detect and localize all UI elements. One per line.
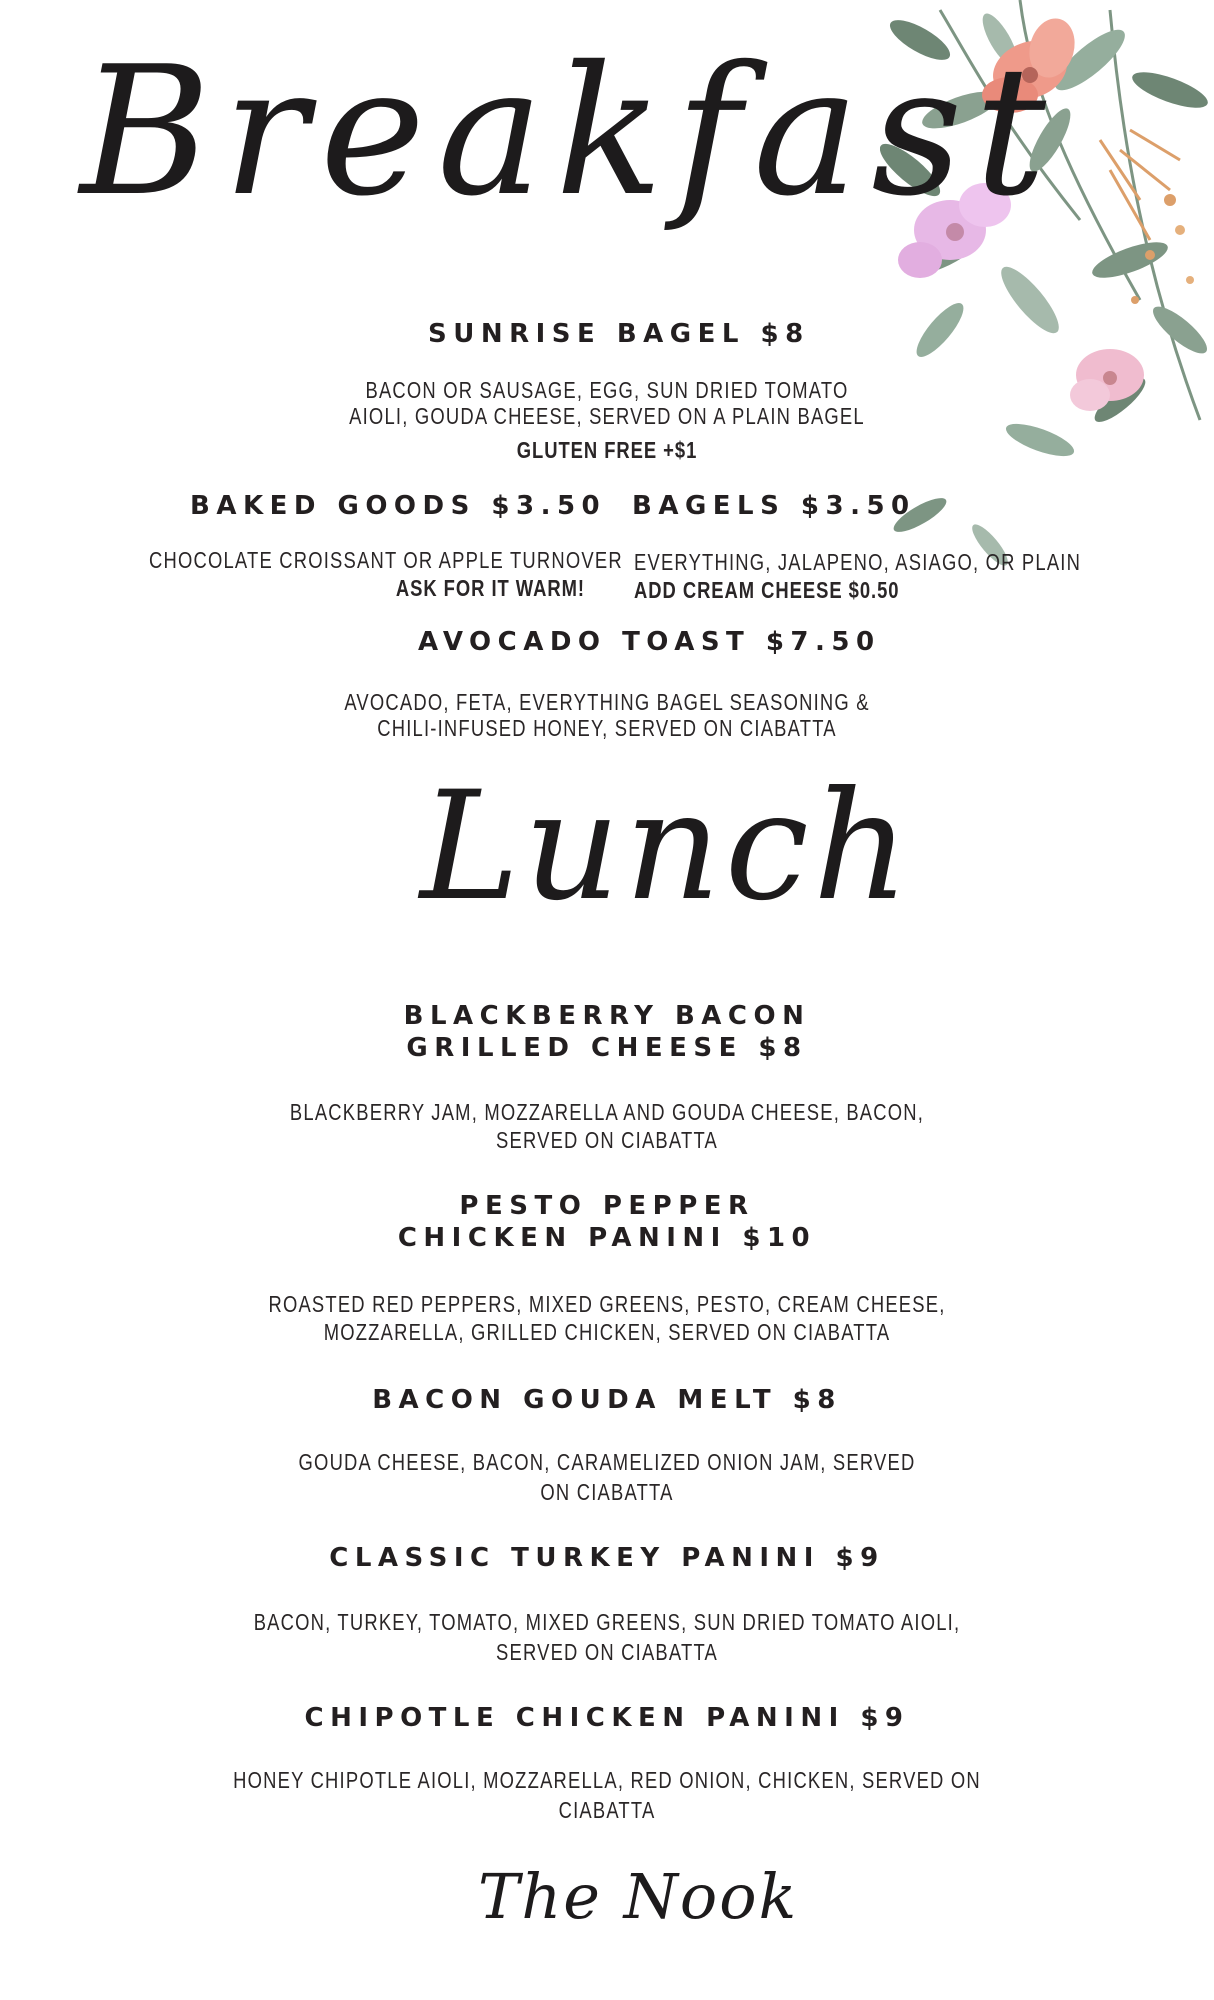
- bagels-desc: EVERYTHING, JALAPENO, ASIAGO, OR PLAIN: [634, 549, 1082, 575]
- sunrise-bagel-title: SUNRISE BAGEL $8: [428, 319, 810, 349]
- chipotle-panini-desc-line1: HONEY CHIPOTLE AIOLI, MOZZARELLA, RED ONION, CHICKEN, SERVED ON: [233, 1767, 981, 1793]
- avocado-toast-desc-line2: CHILI-INFUSED HONEY, SERVED ON CIABATTA: [377, 715, 837, 741]
- bagels-title: BAGELS $3.50: [632, 491, 916, 521]
- lunch-heading: Lunch: [420, 760, 914, 934]
- breakfast-heading: Breakfast: [80, 28, 1059, 235]
- gouda-melt-title: BACON GOUDA MELT $8: [372, 1385, 842, 1415]
- blackberry-title-line1: BLACKBERRY BACON: [403, 1001, 811, 1031]
- turkey-panini-title: CLASSIC TURKEY PANINI $9: [329, 1543, 885, 1573]
- avocado-toast-title: AVOCADO TOAST $7.50: [418, 627, 881, 657]
- chipotle-panini-title: CHIPOTLE CHICKEN PANINI $9: [304, 1703, 910, 1733]
- sunrise-bagel-desc-line1: BACON OR SAUSAGE, EGG, SUN DRIED TOMATO: [365, 377, 849, 403]
- blackberry-title-line2: GRILLED CHEESE $8: [406, 1033, 808, 1063]
- gouda-melt-desc-line2: ON CIABATTA: [540, 1479, 674, 1505]
- pesto-title-line2: CHICKEN PANINI $10: [397, 1223, 817, 1253]
- pesto-desc-line2: MOZZARELLA, GRILLED CHICKEN, SERVED ON CIABATTA: [323, 1319, 891, 1345]
- turkey-panini-desc-line1: BACON, TURKEY, TOMATO, MIXED GREENS, SUN DRIED TOMATO AIOLI,: [253, 1609, 961, 1635]
- sunrise-bagel-desc-line2: AIOLI, GOUDA CHEESE, SERVED ON A PLAIN BAGEL: [349, 403, 865, 429]
- gouda-melt-desc-line1: GOUDA CHEESE, BACON, CARAMELIZED ONION JAM, SERVED: [298, 1449, 916, 1475]
- pesto-desc-line1: ROASTED RED PEPPERS, MIXED GREENS, PESTO, CREAM CHEESE,: [268, 1291, 946, 1317]
- chipotle-panini-desc-line2: CIABATTA: [558, 1797, 656, 1823]
- blackberry-desc-line2: SERVED ON CIABATTA: [496, 1127, 718, 1153]
- pesto-title-line1: PESTO PEPPER: [459, 1191, 755, 1221]
- bagels-note: ADD CREAM CHEESE $0.50: [634, 577, 900, 603]
- brand-signature: The Nook: [478, 1860, 799, 1933]
- turkey-panini-desc-line2: SERVED ON CIABATTA: [496, 1639, 718, 1665]
- baked-goods-note: ASK FOR IT WARM!: [395, 575, 585, 601]
- sunrise-bagel-note: GLUTEN FREE +$1: [516, 437, 698, 463]
- baked-goods-desc: CHOCOLATE CROISSANT OR APPLE TURNOVER: [149, 547, 623, 573]
- blackberry-desc-line1: BLACKBERRY JAM, MOZZARELLA AND GOUDA CHEESE, BACON,: [289, 1099, 925, 1125]
- baked-goods-title: BAKED GOODS $3.50: [190, 491, 607, 521]
- avocado-toast-desc-line1: AVOCADO, FETA, EVERYTHING BAGEL SEASONING &: [344, 689, 870, 715]
